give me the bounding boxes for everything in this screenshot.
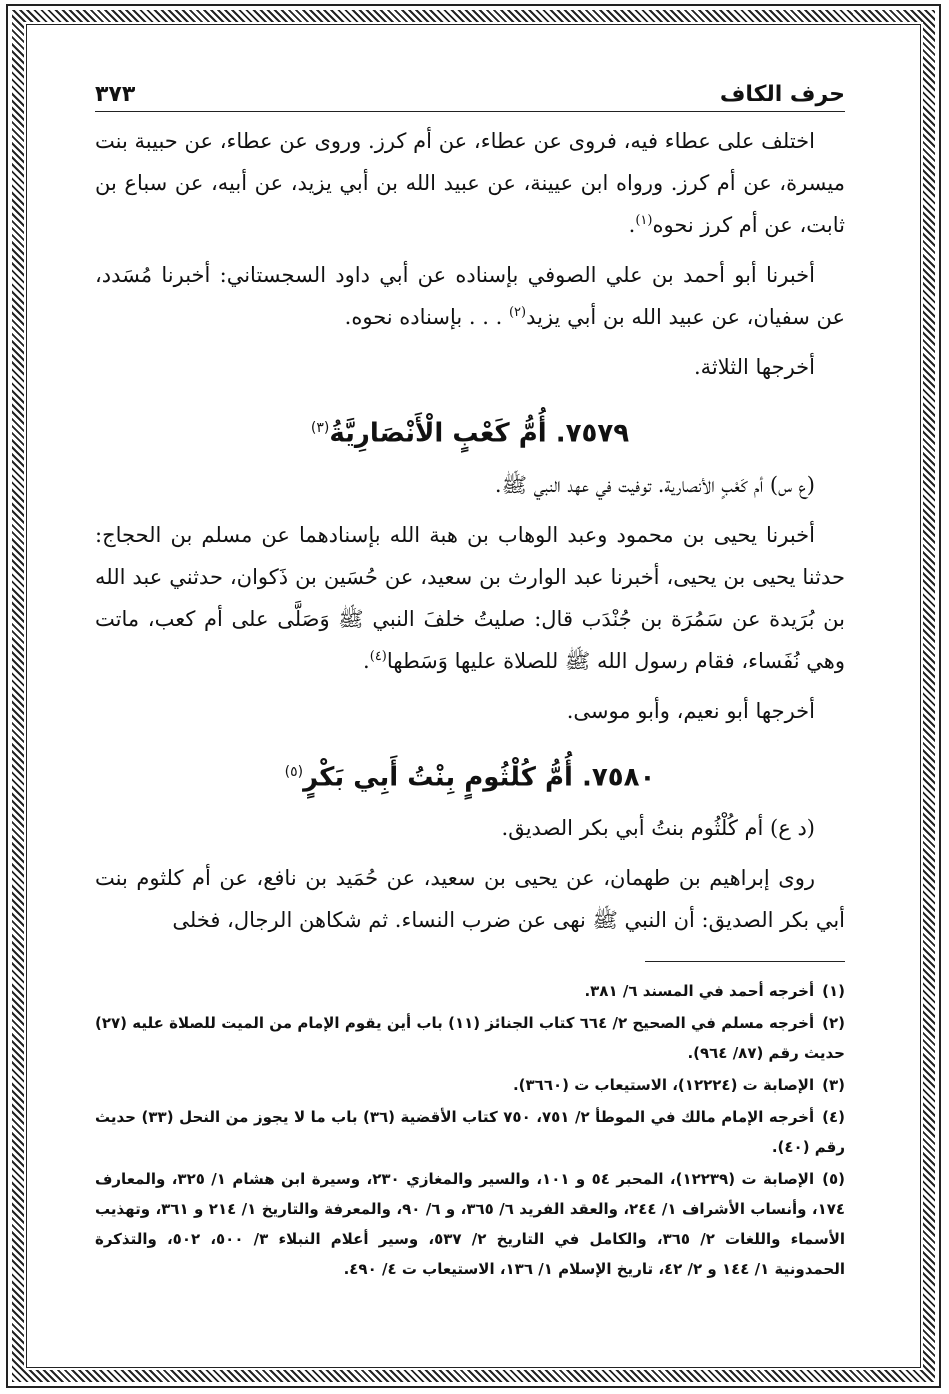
paragraph: روى إبراهيم بن طهمان، عن يحيى بن سعيد، عن حُمَيد بن نافع، عن أم كلثوم بنت أبي بكر الصديق: أن النبي ﷺ نهى عن ضرب النساء. ثم شكاهن الرجال، فخلى [95,866,845,933]
footnote-ref: (٤) [369,648,387,664]
chapter-title: حرف الكاف [719,82,845,107]
running-header [95,70,845,112]
footnote-ref: (٥) [284,763,304,780]
book-page [95,70,845,1360]
entry-heading: ٧٥٧٩. أُمُّ كَعْبٍ الْأَنْصَارِيَّةُ$^{(٣)}$ [310,418,630,449]
paragraph: (ع س) أم كَعْبٍ الأنصارية. توفيت في عهد النبي ﷺ. [494,472,815,497]
page-number: ٣٧٣ [95,82,136,107]
paragraph: أخرجها الثلاثة. [693,355,815,379]
footnote: (٤)أخرجه الإمام مالك في الموطأ ٢/ ٧٥١، ٧٥٠ كتاب الأقضية (٣٦) باب ما لا يجوز من النحل (٣٣) حديث رقم (٤٠). [95,1108,845,1157]
footnotes [95,976,845,1284]
footnote-ref: (٢) [508,305,527,320]
main-text [95,120,845,941]
footnote-ref: (١) [635,213,653,228]
paragraph: اختلف على عطاء فيه، فروى عن عطاء، عن أم كرز. وروى عن عطاء، عن حبيبة بنت ميسرة، عن أم كرز. ورواه ابن عيينة، عن عبيد الله بن أبي يزيد، عن أبيه، عن سباع بن ثابت، عن أم كرز نحوه$^{(١)}$. [95,129,845,237]
footnote: (٥)الإصابة ت (١٢٢٣٩)، المحبر ٥٤ و ١٠١، والسير والمغازي ٢٣٠، وسيرة ابن هشام ١/ ٣٢٥، والمعارف ١٧٤، وأنساب الأشراف ١/ ٢٤٤، والعقد الفريد ٦/ ٣٦٥، و ٦/ ٩٠، والمعرفة والتاريخ ١/ ٢١٤ و ٣٦١، وتهذيب الأسماء واللغات ٢/ ٣٦٥، والكامل في التاريخ ٢/ ٥٣٧، وسير أعلام النبلاء ٣/ ٥٠٠، ٥٠٢، والتذكرة الحمدونية ١/ ١٤٤ و ٢/ ٤٢، تاريخ الإسلام ١/ ١٣٦، الاستيعاب ت ٤/ ٤٩٠. [95,1170,846,1279]
paragraph: أخبرنا يحيى بن محمود وعبد الوهاب بن هبة الله بإسنادهما عن مسلم بن الحجاج: حدثنا يحيى بن يحيى، أخبرنا عبد الوارث بن سعيد، عن حُسَين بن ذَكوان، حدثني عبد الله بن بُرَيدة عن سَمُرَة بن جُنْدَب قال: صليتُ خلفَ النبي ﷺ وَصَلَّى على أم كعب، ماتت وهي نُفَساء، فقام رسول الله ﷺ للصلاة عليها وَسَطها$^{(٤)}$. [95,522,845,673]
footnote: (١)أخرجه أحمد في المسند ٦/ ٣٨١. [584,982,845,1001]
footnote: (٢)أخرجه مسلم في الصحيح ٢/ ٦٦٤ كتاب الجنائز (١١) باب أين يقوم الإمام من الميت للصلاة عليه (٢٧) حديث رقم (٨٧/ ٩٦٤). [95,1014,846,1063]
footnote: (٣)الإصابة ت (١٢٢٢٤)، الاستيعاب ت (٣٦٦٠). [512,1076,845,1095]
paragraph: أخبرنا أبو أحمد بن علي الصوفي بإسناده عن أبي داود السجستاني: أخبرنا مُسَدد، عن سفيان، عن عبيد الله بن أبي يزيد$^{(٢)}$ . . . بإسناده نحوه. [95,263,845,329]
paragraph: (د ع) أم كُلْثُوم بنتُ أبي بكر الصديق. [501,816,815,841]
footnote-separator [645,961,845,962]
footnote-ref: (٣) [310,420,330,436]
entry-heading: ٧٥٨٠. أُمُّ كُلْثُومٍ بِنْتُ أَبِي بَكْرٍ$^{(٥)}$ [284,762,656,793]
paragraph: أخرجها أبو نعيم، وأبو موسى. [566,698,815,723]
